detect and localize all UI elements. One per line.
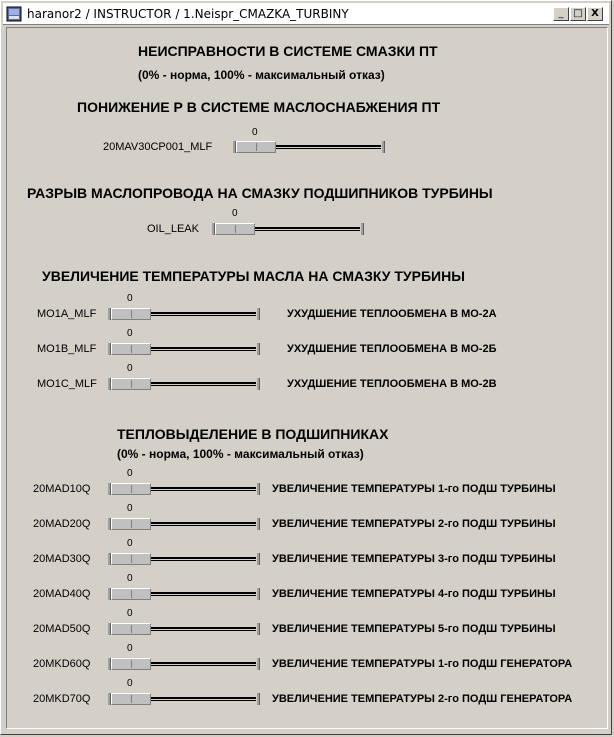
slider-thumb[interactable] bbox=[111, 588, 151, 600]
slider-right-cap bbox=[257, 588, 260, 600]
close-button[interactable]: X bbox=[587, 7, 603, 21]
slider-track[interactable] bbox=[108, 553, 260, 565]
slider-track[interactable] bbox=[108, 308, 260, 320]
section-oil-temp-title: УВЕЛИЧЕНИЕ ТЕМПЕРАТУРЫ МАСЛА НА СМАЗКУ ТУРБИНЫ bbox=[42, 268, 465, 284]
section-bearings-title: ТЕПЛОВЫДЕЛЕНИЕ В ПОДШИПНИКАХ bbox=[117, 426, 389, 442]
slider-value: 0 bbox=[127, 468, 133, 479]
slider-description: УВЕЛИЧЕНИЕ ТЕМПЕРАТУРЫ 2-го ПОДШ ГЕНЕРАТОРА bbox=[272, 693, 573, 705]
slider-label: 20MAV30CP001_MLF bbox=[103, 141, 213, 153]
mkd70q-slider[interactable] bbox=[108, 691, 260, 707]
slider-thumb[interactable] bbox=[215, 223, 255, 235]
page-subtitle: (0% - норма, 100% - максимальный отказ) bbox=[138, 68, 385, 82]
slider-right-cap bbox=[382, 141, 385, 153]
section-bearings-subtitle: (0% - норма, 100% - максимальный отказ) bbox=[117, 447, 364, 461]
minimize-button[interactable]: _ bbox=[553, 7, 569, 21]
title-bar[interactable] bbox=[3, 3, 609, 25]
slider-right-cap bbox=[257, 343, 260, 355]
slider-description: УВЕЛИЧЕНИЕ ТЕМПЕРАТУРЫ 3-го ПОДШ ТУРБИНЫ bbox=[272, 553, 556, 565]
mad50q-slider[interactable] bbox=[108, 621, 260, 637]
slider-value: 0 bbox=[127, 608, 133, 619]
mo1b-slider[interactable] bbox=[108, 341, 260, 357]
slider-value: 0 bbox=[252, 127, 258, 138]
slider-right-cap bbox=[257, 693, 260, 705]
slider-label: MO1A_MLF bbox=[37, 308, 97, 320]
slider-thumb[interactable] bbox=[236, 141, 276, 153]
slider-description: УВЕЛИЧЕНИЕ ТЕМПЕРАТУРЫ 4-го ПОДШ ТУРБИНЫ bbox=[272, 588, 556, 600]
slider-track[interactable] bbox=[108, 693, 260, 705]
section-leak-title: РАЗРЫВ МАСЛОПРОВОДА НА СМАЗКУ ПОДШИПНИКОВ ТУРБИНЫ bbox=[27, 185, 493, 201]
slider-description: УВЕЛИЧЕНИЕ ТЕМПЕРАТУРЫ 5-го ПОДШ ТУРБИНЫ bbox=[272, 623, 556, 635]
slider-description: УХУДШЕНИЕ ТЕПЛООБМЕНА В МО-2В bbox=[287, 378, 497, 390]
slider-right-cap bbox=[257, 623, 260, 635]
slider-label: 20MKD60Q bbox=[33, 658, 91, 670]
maximize-button[interactable]: □ bbox=[570, 7, 586, 21]
slider-track[interactable] bbox=[108, 483, 260, 495]
slider-value: 0 bbox=[127, 573, 133, 584]
slider-track[interactable] bbox=[212, 223, 364, 235]
slider-value: 0 bbox=[127, 293, 133, 304]
slider-value: 0 bbox=[232, 208, 238, 219]
slider-right-cap bbox=[257, 483, 260, 495]
slider-thumb[interactable] bbox=[111, 378, 151, 390]
slider-thumb[interactable] bbox=[111, 518, 151, 530]
slider-value: 0 bbox=[127, 678, 133, 689]
mad10q-slider[interactable] bbox=[108, 481, 260, 497]
mo1a-slider[interactable] bbox=[108, 306, 260, 322]
slider-track[interactable] bbox=[108, 343, 260, 355]
section-pressure-title: ПОНИЖЕНИЕ Р В СИСТЕМЕ МАСЛОСНАБЖЕНИЯ ПТ bbox=[77, 99, 441, 115]
slider-thumb[interactable] bbox=[111, 483, 151, 495]
slider-label: MO1C_MLF bbox=[37, 378, 97, 390]
slider-value: 0 bbox=[127, 538, 133, 549]
slider-value: 0 bbox=[127, 328, 133, 339]
pressure-slider[interactable] bbox=[233, 139, 385, 155]
slider-description: УХУДШЕНИЕ ТЕПЛООБМЕНА В МО-2Б bbox=[287, 343, 497, 355]
slider-thumb[interactable] bbox=[111, 343, 151, 355]
slider-thumb[interactable] bbox=[111, 553, 151, 565]
slider-right-cap bbox=[257, 658, 260, 670]
slider-track[interactable] bbox=[108, 518, 260, 530]
slider-label: 20MAD40Q bbox=[33, 588, 91, 600]
slider-right-cap bbox=[257, 308, 260, 320]
window-title: haranor2 / INSTRUCTOR / 1.Neispr_CMAZKA_TURBINY bbox=[27, 7, 349, 21]
slider-label: OIL_LEAK bbox=[147, 223, 199, 235]
slider-thumb[interactable] bbox=[111, 693, 151, 705]
mad20q-slider[interactable] bbox=[108, 516, 260, 532]
mad30q-slider[interactable] bbox=[108, 551, 260, 567]
mad40q-slider[interactable] bbox=[108, 586, 260, 602]
slider-track[interactable] bbox=[108, 588, 260, 600]
mkd60q-slider[interactable] bbox=[108, 656, 260, 672]
slider-track[interactable] bbox=[233, 141, 385, 153]
slider-value: 0 bbox=[127, 643, 133, 654]
slider-right-cap bbox=[257, 518, 260, 530]
slider-right-cap bbox=[257, 553, 260, 565]
slider-label: 20MKD70Q bbox=[33, 693, 91, 705]
slider-track[interactable] bbox=[108, 658, 260, 670]
instructor-panel bbox=[6, 27, 608, 729]
slider-label: 20MAD30Q bbox=[33, 553, 91, 565]
slider-track[interactable] bbox=[108, 623, 260, 635]
slider-label: 20MAD20Q bbox=[33, 518, 91, 530]
app-icon bbox=[6, 6, 22, 22]
slider-track[interactable] bbox=[108, 378, 260, 390]
oil-leak-slider[interactable] bbox=[212, 221, 364, 237]
slider-thumb[interactable] bbox=[111, 308, 151, 320]
slider-description: УВЕЛИЧЕНИЕ ТЕМПЕРАТУРЫ 1-го ПОДШ ГЕНЕРАТОРА bbox=[272, 658, 573, 670]
slider-label: 20MAD50Q bbox=[33, 623, 91, 635]
slider-label: MO1B_MLF bbox=[37, 343, 97, 355]
slider-right-cap bbox=[257, 378, 260, 390]
slider-value: 0 bbox=[127, 363, 133, 374]
slider-right-cap bbox=[361, 223, 364, 235]
slider-label: 20MAD10Q bbox=[33, 483, 91, 495]
page-title: НЕИСПРАВНОСТИ В СИСТЕМЕ СМАЗКИ ПТ bbox=[138, 43, 438, 59]
slider-value: 0 bbox=[127, 503, 133, 514]
slider-description: УВЕЛИЧЕНИЕ ТЕМПЕРАТУРЫ 1-го ПОДШ ТУРБИНЫ bbox=[272, 483, 556, 495]
mo1c-slider[interactable] bbox=[108, 376, 260, 392]
slider-description: УХУДШЕНИЕ ТЕПЛООБМЕНА В МО-2А bbox=[287, 308, 497, 320]
slider-thumb[interactable] bbox=[111, 658, 151, 670]
slider-thumb[interactable] bbox=[111, 623, 151, 635]
slider-description: УВЕЛИЧЕНИЕ ТЕМПЕРАТУРЫ 2-го ПОДШ ТУРБИНЫ bbox=[272, 518, 556, 530]
